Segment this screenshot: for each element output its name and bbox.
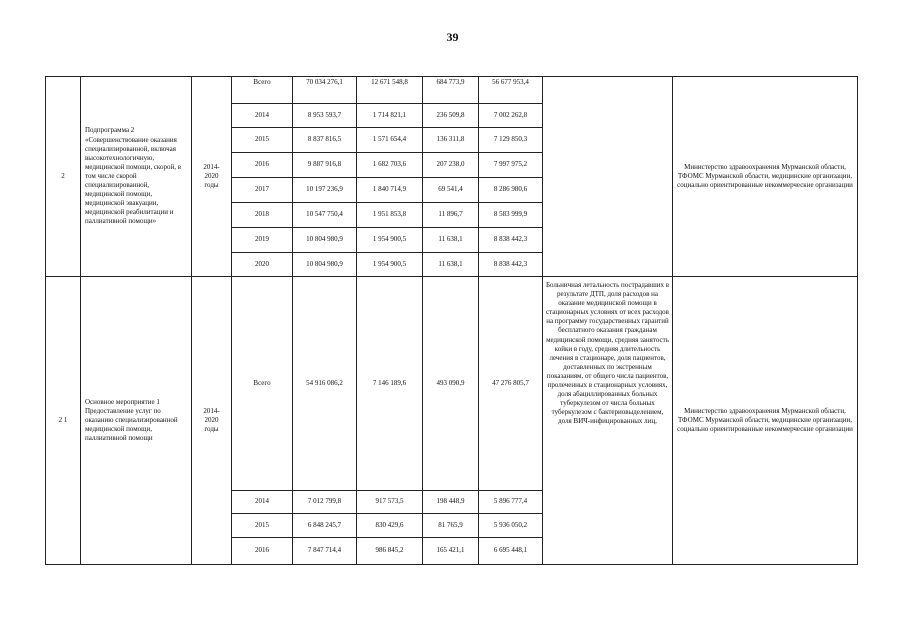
year-label: 2018 [232, 203, 293, 228]
table-row [46, 277, 858, 491]
tfoms-value: 7 002 262,8 [479, 104, 543, 128]
federal-value: 207 238,0 [423, 153, 479, 178]
table-row [46, 77, 858, 104]
year-label: 2020 [232, 253, 293, 277]
year-label: 2019 [232, 228, 293, 253]
regional-value: 1 840 714,9 [357, 178, 423, 203]
period-cell: 2014- 2020 годы [192, 277, 232, 565]
federal-value: 493 090,9 [423, 277, 479, 491]
year-label: 2016 [232, 538, 293, 565]
regional-value: 986 845,2 [357, 538, 423, 565]
regional-value: 7 146 189,6 [357, 277, 423, 491]
tfoms-value: 8 583 999,9 [479, 203, 543, 228]
tfoms-value: 8 838 442,3 [479, 228, 543, 253]
year-label: 2015 [232, 514, 293, 538]
federal-value: 136 311,8 [423, 128, 479, 153]
period-cell: 2014- 2020 годы [192, 77, 232, 277]
year-label: 2015 [232, 128, 293, 153]
regional-value: 917 573,5 [357, 491, 423, 514]
regional-value: 12 671 548,8 [357, 77, 423, 104]
federal-value: 165 421,1 [423, 538, 479, 565]
executor-cell: Министерство здравоохранения Мурманской области, ТФОМС Мурманской области, медицинские организации, социально ориентированные некоммерческие организации [673, 77, 858, 277]
measure-name: Основное мероприятие 1 Предоставление услуг по оказанию специализированной медицинской помощи, паллиативной помощи [81, 277, 192, 565]
federal-value: 69 541,4 [423, 178, 479, 203]
indicator-cell [543, 77, 673, 277]
tfoms-value: 6 695 448,1 [479, 538, 543, 565]
year-label: 2014 [232, 104, 293, 128]
total-value: 10 547 750,4 [293, 203, 357, 228]
year-label: Всего [232, 277, 293, 491]
tfoms-value: 47 276 805,7 [479, 277, 543, 491]
regional-value: 1 951 853,8 [357, 203, 423, 228]
federal-value: 198 448,9 [423, 491, 479, 514]
federal-value: 236 509,8 [423, 104, 479, 128]
total-value: 10 804 980,9 [293, 253, 357, 277]
tfoms-value: 56 677 953,4 [479, 77, 543, 104]
regional-value: 1 714 821,1 [357, 104, 423, 128]
total-value: 9 887 916,8 [293, 153, 357, 178]
subprogram-name: Подпрограмма 2 «Совершенствование оказания специализированной, включая высокотехнологичную, медицинской помощи, скорой, в том числе скорой специализированной, медицинской помощи, медицинской эвакуации, медицинской реабилитации и паллиативной помощи» [81, 77, 192, 277]
program-table [45, 76, 858, 565]
indicator-cell: Больничная летальность пострадавших в результате ДТП, доля расходов на оказание медицинской помощи в стационарных условиях от всех расходов на программу государственных гарантий бесплатного оказания гражданам медицинской помощи, средняя занятость койки в году, средняя длительность лечения в стационаре, доля пациентов, доставленных по экстренным показаниям, от общего числа пациентов, пролеченных в стационарных условиях, доля абациллированных больных туберкулезом от числа больных туберкулезом с бактериовыделением, доля ВИЧ-инфицированных лиц, [543, 277, 673, 565]
federal-value: 684 773,9 [423, 77, 479, 104]
federal-value: 11 638,1 [423, 253, 479, 277]
tfoms-value: 7 997 975,2 [479, 153, 543, 178]
executor-cell: Министерство здравоохранения Мурманской области, ТФОМС Мурманской области, медицинские организации, социально ориентированные некоммерческие организации [673, 277, 858, 565]
row-code: 2 1 [46, 277, 81, 565]
regional-value: 830 429,6 [357, 514, 423, 538]
tfoms-value: 8 286 980,6 [479, 178, 543, 203]
year-label: 2016 [232, 153, 293, 178]
federal-value: 11 896,7 [423, 203, 479, 228]
total-value: 10 197 236,9 [293, 178, 357, 203]
total-value: 6 848 245,7 [293, 514, 357, 538]
tfoms-value: 7 129 850,3 [479, 128, 543, 153]
total-value: 54 916 086,2 [293, 277, 357, 491]
regional-value: 1 571 654,4 [357, 128, 423, 153]
total-value: 8 953 593,7 [293, 104, 357, 128]
regional-value: 1 954 900,5 [357, 228, 423, 253]
regional-value: 1 954 900,5 [357, 253, 423, 277]
total-value: 7 012 799,8 [293, 491, 357, 514]
tfoms-value: 5 896 777,4 [479, 491, 543, 514]
row-code: 2 [46, 77, 81, 277]
page-number: 39 [446, 30, 459, 44]
regional-value: 1 682 703,6 [357, 153, 423, 178]
year-label: 2017 [232, 178, 293, 203]
tfoms-value: 5 936 050,2 [479, 514, 543, 538]
year-label: Всего [232, 77, 293, 104]
federal-value: 11 638,1 [423, 228, 479, 253]
year-label: 2014 [232, 491, 293, 514]
total-value: 70 034 276,1 [293, 77, 357, 104]
total-value: 10 804 980,9 [293, 228, 357, 253]
federal-value: 81 765,9 [423, 514, 479, 538]
total-value: 7 847 714,4 [293, 538, 357, 565]
tfoms-value: 8 838 442,3 [479, 253, 543, 277]
total-value: 8 837 816,5 [293, 128, 357, 153]
